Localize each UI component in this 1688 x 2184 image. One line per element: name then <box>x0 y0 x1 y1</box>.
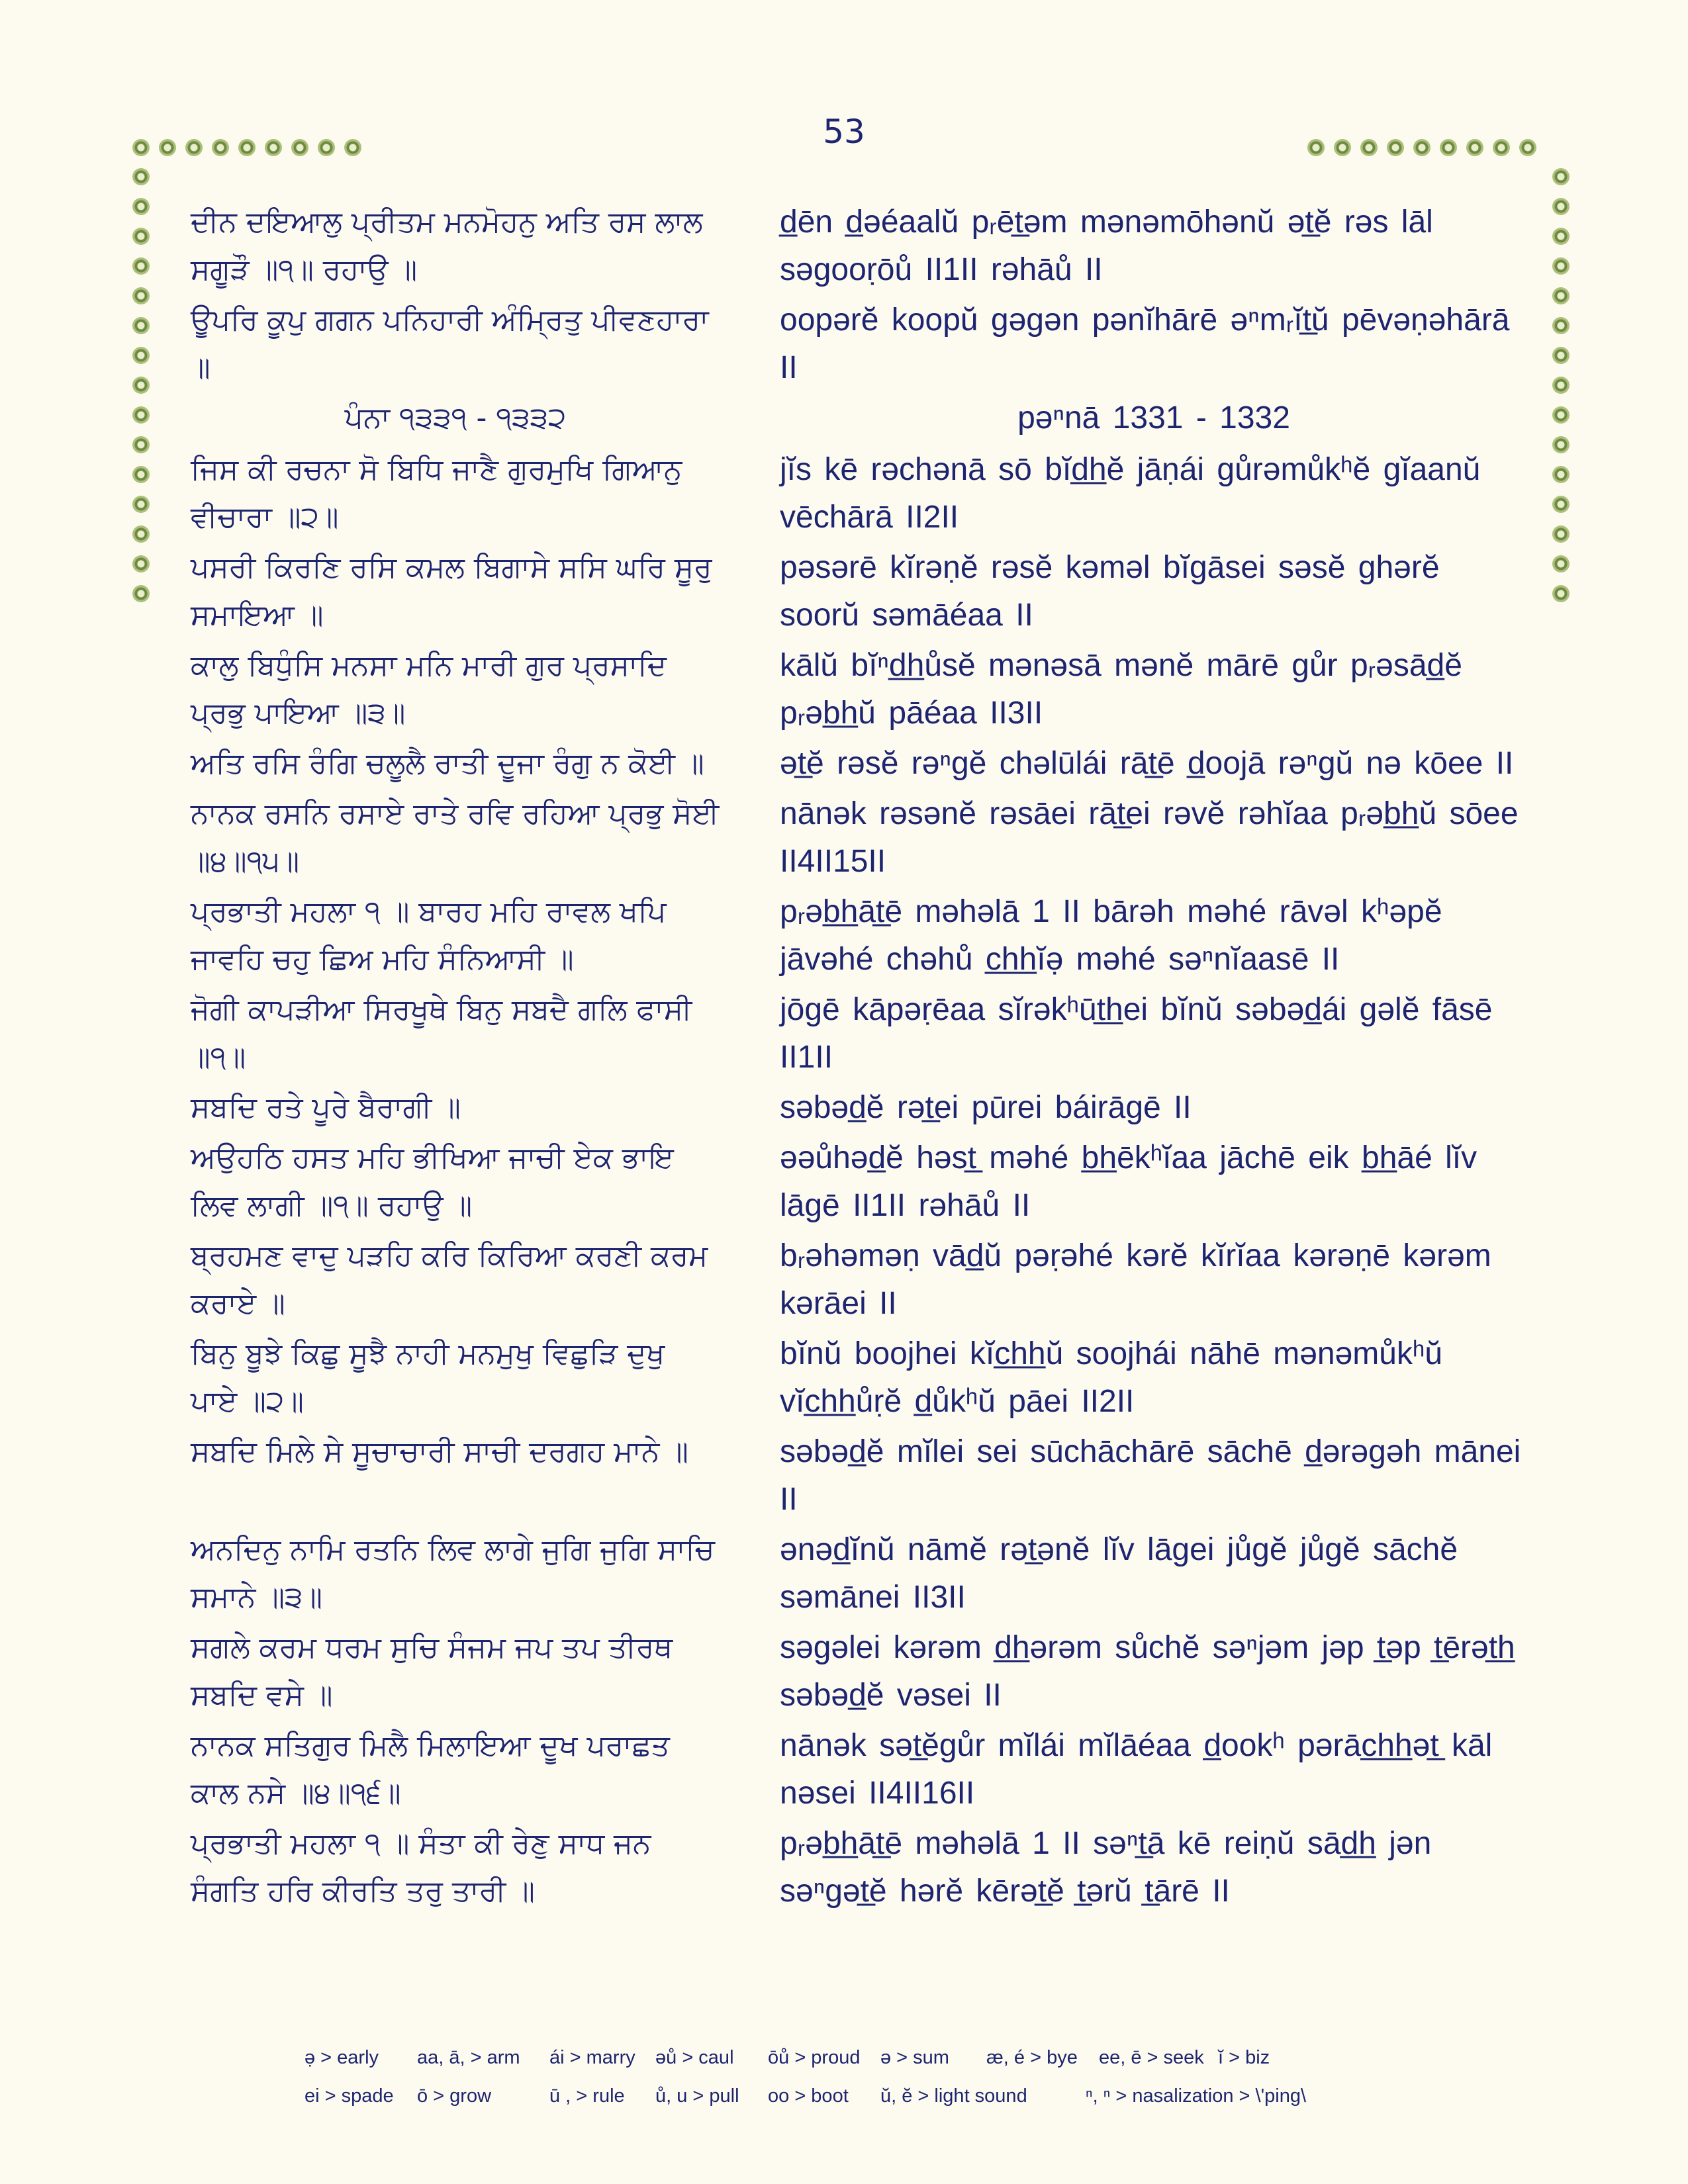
flower-ornament-icon <box>159 139 176 156</box>
flower-ornament-icon <box>132 347 150 364</box>
legend-item: ĭ > biz <box>1218 2046 1270 2068</box>
flower-ornament-icon <box>132 555 150 572</box>
gurmukhi-text: ਅਉਹਠਿ ਹਸਤ ਮਹਿ ਭੀਖਿਆ ਜਾਚੀ ਏਕ ਭਾਇ ਲਿਵ ਲਾਗੀ ॥੧॥ ਰਹਾਉ ॥ <box>191 1141 674 1222</box>
page-range-heading <box>191 394 1528 442</box>
transliteration-text: səgəlei kərəm d̲h̲ərəm sůchĕ səⁿjəm jəp t̲əp t̲ērət̲h̲ səbəd̲ĕ vəsei II <box>780 1630 1515 1713</box>
flower-ornament-icon <box>1552 466 1570 483</box>
flower-ornament-icon <box>1307 139 1325 156</box>
flower-ornament-icon <box>1413 139 1430 156</box>
legend-item: ō > grow <box>417 2085 492 2107</box>
gurmukhi-text: ਬ੍ਰਹਮਣ ਵਾਦੁ ਪੜਹਿ ਕਰਿ ਕਿਰਿਆ ਕਰਣੀ ਕਰਮ ਕਰਾਏ ॥ <box>191 1239 708 1320</box>
transliteration-text: d̲ēn d̲əéaalŭ pᵣēt̲əm mənəmōhənŭ ət̲ĕ rəs lāl səgooṛōů II1II rəhāů II <box>780 205 1433 287</box>
gurmukhi-text: ਸਬਦਿ ਮਿਲੇ ਸੇ ਸੂਚਾਚਾਰੀ ਸਾਚੀ ਦਰਗਹ ਮਾਨੇ ॥ <box>191 1435 688 1469</box>
legend-item: ái > marry <box>549 2046 635 2068</box>
gurmukhi-text: ਨਾਨਕ ਸਤਿਗੁਰ ਮਿਲੈ ਮਿਲਾਇਆ ਦੂਖ ਪਰਾਛਤ ਕਾਲ ਨਸੇ ॥੪॥੧੬॥ <box>191 1729 670 1810</box>
gurmukhi-text: ਅਤਿ ਰਸਿ ਰੰਗਿ ਚਲੂਲੈ ਰਾਤੀ ਦੂਜਾ ਰੰਗੁ ਨ ਕੋਈ ॥ <box>191 747 704 780</box>
flower-ornament-icon <box>318 139 335 156</box>
flower-ornament-icon <box>1552 555 1570 572</box>
flower-ornament-icon <box>132 406 150 424</box>
gurmukhi-text: ਪ੍ਰਭਾਤੀ ਮਹਲਾ ੧ ॥ ਸੰਤਾ ਕੀ ਰੇਣੁ ਸਾਧ ਜਨ ਸੰਗਤਿ ਹਰਿ ਕੀਰਤਿ ਤਰੁ ਤਾਰੀ ॥ <box>191 1827 651 1908</box>
legend-item: ə > sum <box>880 2046 949 2068</box>
flower-ornament-icon <box>1552 347 1570 364</box>
legend-item: ū , > rule <box>549 2085 625 2107</box>
transliteration-text: oopərĕ koopŭ gəgən pənĭhārē əⁿmᵣĭt̲ŭ pēvəṇəhārā II <box>780 302 1510 385</box>
flower-ornament-icon <box>1360 139 1378 156</box>
gurmukhi-text: ਦੀਨ ਦਇਆਲੁ ਪ੍ਰੀਤਮ ਮਨਮੋਹਨੁ ਅਤਿ ਰਸ ਲਾਲ ਸਗੂੜੌ ॥੧॥ ਰਹਾਉ ॥ <box>191 205 703 287</box>
flower-ornament-icon <box>1552 198 1570 215</box>
verse-row <box>191 1428 1528 1524</box>
legend-item: əů > caul <box>655 2046 734 2068</box>
verse-row <box>191 1084 1528 1132</box>
verse-row <box>191 1526 1528 1621</box>
flower-ornament-icon <box>1552 257 1570 275</box>
flower-ornament-icon <box>1552 287 1570 304</box>
transliteration-text: səbəd̲ĕ mĭlei sei sūchāchārē sāchē d̲ərəgəh mānei II <box>780 1434 1521 1517</box>
flower-ornament-icon <box>1552 317 1570 334</box>
flower-ornament-icon <box>132 287 150 304</box>
verse-row <box>191 544 1528 639</box>
verse-row <box>191 446 1528 541</box>
gurmukhi-text: ਅਨਦਿਨੁ ਨਾਮਿ ਰਤਨਿ ਲਿਵ ਲਾਗੇ ਜੁਗਿ ਜੁਗਿ ਸਾਚਿ ਸਮਾਨੇ ॥੩॥ <box>191 1533 715 1614</box>
flower-ornament-icon <box>1552 525 1570 543</box>
flower-ornament-icon <box>1552 406 1570 424</box>
transliteration-text: jōgē kāpəṛēaa sĭrəkʰūt̲h̲ei bĭnŭ səbəd̲ái gəlĕ fāsē II1II <box>780 992 1493 1075</box>
flower-ornament-icon <box>1440 139 1457 156</box>
verse-row <box>191 1722 1528 1817</box>
flower-ornament-icon <box>1552 585 1570 602</box>
flower-ornament-icon <box>1493 139 1510 156</box>
flower-ornament-icon <box>1387 139 1404 156</box>
verse-row <box>191 986 1528 1081</box>
verse-row <box>191 1330 1528 1426</box>
gurmukhi-text: ਜਿਸ ਕੀ ਰਚਨਾ ਸੋ ਬਿਧਿ ਜਾਣੈ ਗੁਰਮੁਖਿ ਗਿਆਨੁ ਵੀਚਾਰਾ ॥੨॥ <box>191 453 682 534</box>
legend-row <box>305 2038 1496 2077</box>
transliteration-text: bĭnŭ boojhei kĭc̲h̲h̲ŭ soojhái nāhē mənəmůkʰŭ vĭc̲h̲h̲ůṛĕ d̲ůkʰŭ pāei II2II <box>780 1336 1443 1419</box>
flower-ornament-icon <box>1552 436 1570 453</box>
flower-ornament-icon <box>1552 377 1570 394</box>
verse-row <box>191 296 1528 392</box>
flower-ornament-icon <box>185 139 203 156</box>
verse-row <box>191 790 1528 886</box>
flower-ornament-icon <box>132 139 150 156</box>
flower-ornament-icon <box>132 317 150 334</box>
transliteration-text: ənəd̲ĭnŭ nāmĕ rət̲ənĕ lĭv lāgei jůgĕ jůgĕ sāchĕ səmānei II3II <box>780 1532 1458 1615</box>
flower-ornament-icon <box>265 139 282 156</box>
flower-ornament-icon <box>132 228 150 245</box>
flower-ornament-icon <box>132 496 150 513</box>
verse-row <box>191 1232 1528 1328</box>
verse-table <box>191 199 1528 1918</box>
gurmukhi-text: ਸਗਲੇ ਕਰਮ ਧਰਮ ਸੁਚਿ ਸੰਜਮ ਜਪ ਤਪ ਤੀਰਥ ਸਬਦਿ ਵਸੇ ॥ <box>191 1631 673 1712</box>
verse-row <box>191 1624 1528 1719</box>
flower-ornament-icon <box>238 139 256 156</box>
transliteration-text: bᵣəhəməṇ vād̲ŭ pəṛəhé kərĕ kĭrĭaa kərəṇē kərəm kərāei II <box>780 1238 1491 1321</box>
legend-item: aa, ā, > arm <box>417 2046 520 2068</box>
flower-ornament-icon <box>291 139 308 156</box>
gurmukhi-text: ਬਿਨੁ ਬੂਝੇ ਕਿਛੁ ਸੂਝੈ ਨਾਹੀ ਮਨਮੁਖੁ ਵਿਛੁੜਿ ਦੁਖੁ ਪਾਏ ॥੨॥ <box>191 1337 665 1418</box>
transliteration-text: səbəd̲ĕ rət̲ei pūrei báirāgē II <box>780 1090 1192 1125</box>
legend-item: ei > spade <box>305 2085 394 2107</box>
gurmukhi-text: ਜੋਗੀ ਕਾਪੜੀਆ ਸਿਰਖੂਥੇ ਬਿਨੁ ਸਬਦੈ ਗਲਿ ਫਾਸੀ ॥੧॥ <box>191 993 692 1074</box>
flower-ornament-icon <box>1552 228 1570 245</box>
legend-item: ů, u > pull <box>655 2085 739 2107</box>
gurmukhi-text: ਪੰਨਾ ੧੩੩੧ - ੧੩੩੨ <box>344 401 567 435</box>
flower-ornament-icon <box>1519 139 1536 156</box>
transliteration-text: pᵣəb̲h̲āt̲ē məhəlā 1 II səⁿt̲ā kē reiṇŭ sād̲h̲ jən səⁿgət̲ĕ hərĕ kērət̲ĕ t̲ərŭ t̲ārē II <box>780 1826 1432 1909</box>
gurmukhi-text: ਪ੍ਰਭਾਤੀ ਮਹਲਾ ੧ ॥ ਬਾਰਹ ਮਹਿ ਰਾਵਲ ਖਪਿ ਜਾਵਹਿ ਚਹੁ ਛਿਅ ਮਹਿ ਸੰਨਿਆਸੀ ॥ <box>191 895 667 976</box>
page-number: 53 <box>823 113 865 151</box>
legend-item: ⁿ, ⁿ > nasalization > \'ping\ <box>1086 2085 1307 2107</box>
gurmukhi-text: ਨਾਨਕ ਰਸਨਿ ਰਸਾਏ ਰਾਤੇ ਰਵਿ ਰਹਿਆ ਪ੍ਰਭੁ ਸੋਈ ॥੪॥੧੫॥ <box>191 797 720 878</box>
legend-item: ə̣ > early <box>305 2046 379 2068</box>
legend-row <box>305 2077 1496 2115</box>
legend-item: ŭ, ĕ > light sound <box>880 2085 1027 2107</box>
transliteration-text: pᵣəb̲h̲āt̲ē məhəlā 1 II bārəh məhé rāvəl kʰəpĕ jāvəhé chəhů c̲h̲h̲ĭə̣ məhé səⁿnĭaasē II <box>780 894 1442 977</box>
legend-item: æ, é > bye <box>986 2046 1078 2068</box>
verse-row <box>191 740 1528 788</box>
transliteration-text: nānək sət̲ĕgůr mĭlái mĭlāéaa d̲ookʰ pərāc̲h̲h̲ət̲ kāl nəsei II4II16II <box>780 1728 1493 1811</box>
gurmukhi-text: ਊਪਰਿ ਕੂਪੁ ਗਗਨ ਪਨਿਹਾਰੀ ਅੰਮ੍ਰਿਤੁ ਪੀਵਣਹਾਰਾ ॥ <box>191 303 709 385</box>
flower-ornament-icon <box>212 139 229 156</box>
flower-ornament-icon <box>1466 139 1483 156</box>
transliteration-text: əəůhəd̲ĕ həst̲ məhé b̲h̲ēkʰĭaa jāchē eik b̲h̲āé lĭv lāgē II1II rəhāů II <box>780 1140 1477 1223</box>
flower-ornament-icon <box>1552 496 1570 513</box>
legend-item: ee, ē > seek <box>1099 2046 1204 2068</box>
flower-ornament-icon <box>132 466 150 483</box>
verse-row <box>191 1820 1528 1915</box>
legend-item: oo > boot <box>768 2085 849 2107</box>
transliteration-text: nānək rəsənĕ rəsāei rāt̲ei rəvĕ rəhĭaa pᵣəb̲h̲ŭ sōee II4II15II <box>780 796 1519 879</box>
flower-ornament-icon <box>132 198 150 215</box>
pronunciation-legend <box>305 2038 1496 2115</box>
transliteration-text: pəsərē kĭrəṇĕ rəsĕ kəməl bĭgāsei səsĕ ghərĕ soorŭ səmāéaa II <box>780 550 1440 633</box>
gurmukhi-text: ਸਬਦਿ ਰਤੇ ਪੂਰੇ ਬੈਰਾਗੀ ॥ <box>191 1091 461 1124</box>
transliteration-text: jĭs kē rəchənā sō bĭd̲h̲ĕ jāṇái gůrəmůkʰĕ gĭaanŭ vēchārā II2II <box>780 452 1481 535</box>
transliteration-text: ət̲ĕ rəsĕ rəⁿgĕ chəlūlái rāt̲ē d̲oojā rəⁿgŭ nə kōee II <box>780 746 1514 781</box>
flower-ornament-icon <box>132 377 150 394</box>
gurmukhi-text: ਪਸਰੀ ਕਿਰਣਿ ਰਸਿ ਕਮਲ ਬਿਗਾਸੇ ਸਸਿ ਘਰਿ ਸੂਰੁ ਸਮਾਇਆ ॥ <box>191 551 712 632</box>
gurmukhi-text: ਕਾਲੁ ਬਿਧੁੰਸਿ ਮਨਸਾ ਮਨਿ ਮਾਰੀ ਗੁਰ ਪ੍ਰਸਾਦਿ ਪ੍ਰਭੁ ਪਾਇਆ ॥੩॥ <box>191 649 667 730</box>
flower-ornament-icon <box>132 585 150 602</box>
transliteration-text: pəⁿnā 1331 - 1332 <box>1017 400 1290 435</box>
flower-ornament-icon <box>1552 168 1570 185</box>
transliteration-text: kālŭ bĭⁿd̲h̲ůsĕ mənəsā mənĕ mārē gůr pᵣəsād̲ĕ pᵣəb̲h̲ŭ pāéaa II3II <box>780 648 1462 731</box>
flower-ornament-icon <box>132 257 150 275</box>
flower-ornament-icon <box>132 525 150 543</box>
flower-ornament-icon <box>132 168 150 185</box>
verse-row <box>191 642 1528 737</box>
flower-ornament-icon <box>344 139 361 156</box>
flower-ornament-icon <box>1334 139 1351 156</box>
legend-item: ōů > proud <box>768 2046 861 2068</box>
verse-row <box>191 1134 1528 1230</box>
flower-ornament-icon <box>132 436 150 453</box>
verse-row <box>191 888 1528 983</box>
verse-row <box>191 199 1528 294</box>
